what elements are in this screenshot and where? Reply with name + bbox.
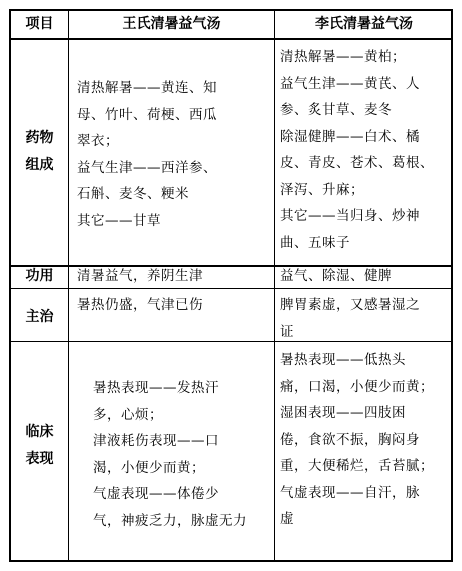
li-function: 益气、除湿、健脾 — [280, 268, 392, 284]
wang-composition: 清热解暑——黄连、知 母、竹叶、荷梗、西瓜 翠衣； 益气生津——西洋参、 石斛、麦冬、粳米 其它——甘草 — [77, 80, 217, 229]
header-wang-formula: 王氏清暑益气汤 — [122, 16, 221, 32]
li-indication: 脾胃素虚，又感暑湿之 证 — [280, 297, 420, 340]
column-divider-2 — [274, 11, 275, 560]
li-clinical: 暑热表现——低热头 痛，口渴，小便少而黄； 湿困表现——四肢困 倦，食欲不振，胸闷身 重，大便稀烂，舌苔腻； 气虚表现——自汗，脉 虚 — [280, 352, 434, 527]
comparison-table — [9, 9, 453, 562]
label-indication: 主治 — [25, 309, 54, 325]
label-composition: 药物 组成 — [25, 130, 54, 173]
wang-function: 清暑益气，养阴生津 — [77, 268, 203, 284]
label-function: 功用 — [25, 268, 54, 284]
label-clinical: 临床 表现 — [25, 424, 54, 467]
wang-clinical: 暑热表现——发热汗 多，心烦； 津液耗伤表现——口 渴，小便少而黄； 气虚表现——体倦少 气，神疲乏力，脉虚无力 — [93, 380, 247, 529]
header-li-formula: 李氏清暑益气汤 — [315, 16, 413, 32]
header-divider — [11, 38, 451, 40]
li-composition: 清热解暑——黄柏； 益气生津——黄芪、人 参、炙甘草、麦冬 除湿健脾——白术、橘 皮、青皮、苍术、葛根、 泽泻、升麻； 其它——当归身、炒神 曲、五味子 — [280, 49, 434, 251]
wang-indication: 暑热仍盛，气津已伤 — [77, 297, 203, 313]
header-item: 项目 — [25, 16, 54, 32]
column-divider-1 — [68, 11, 69, 560]
